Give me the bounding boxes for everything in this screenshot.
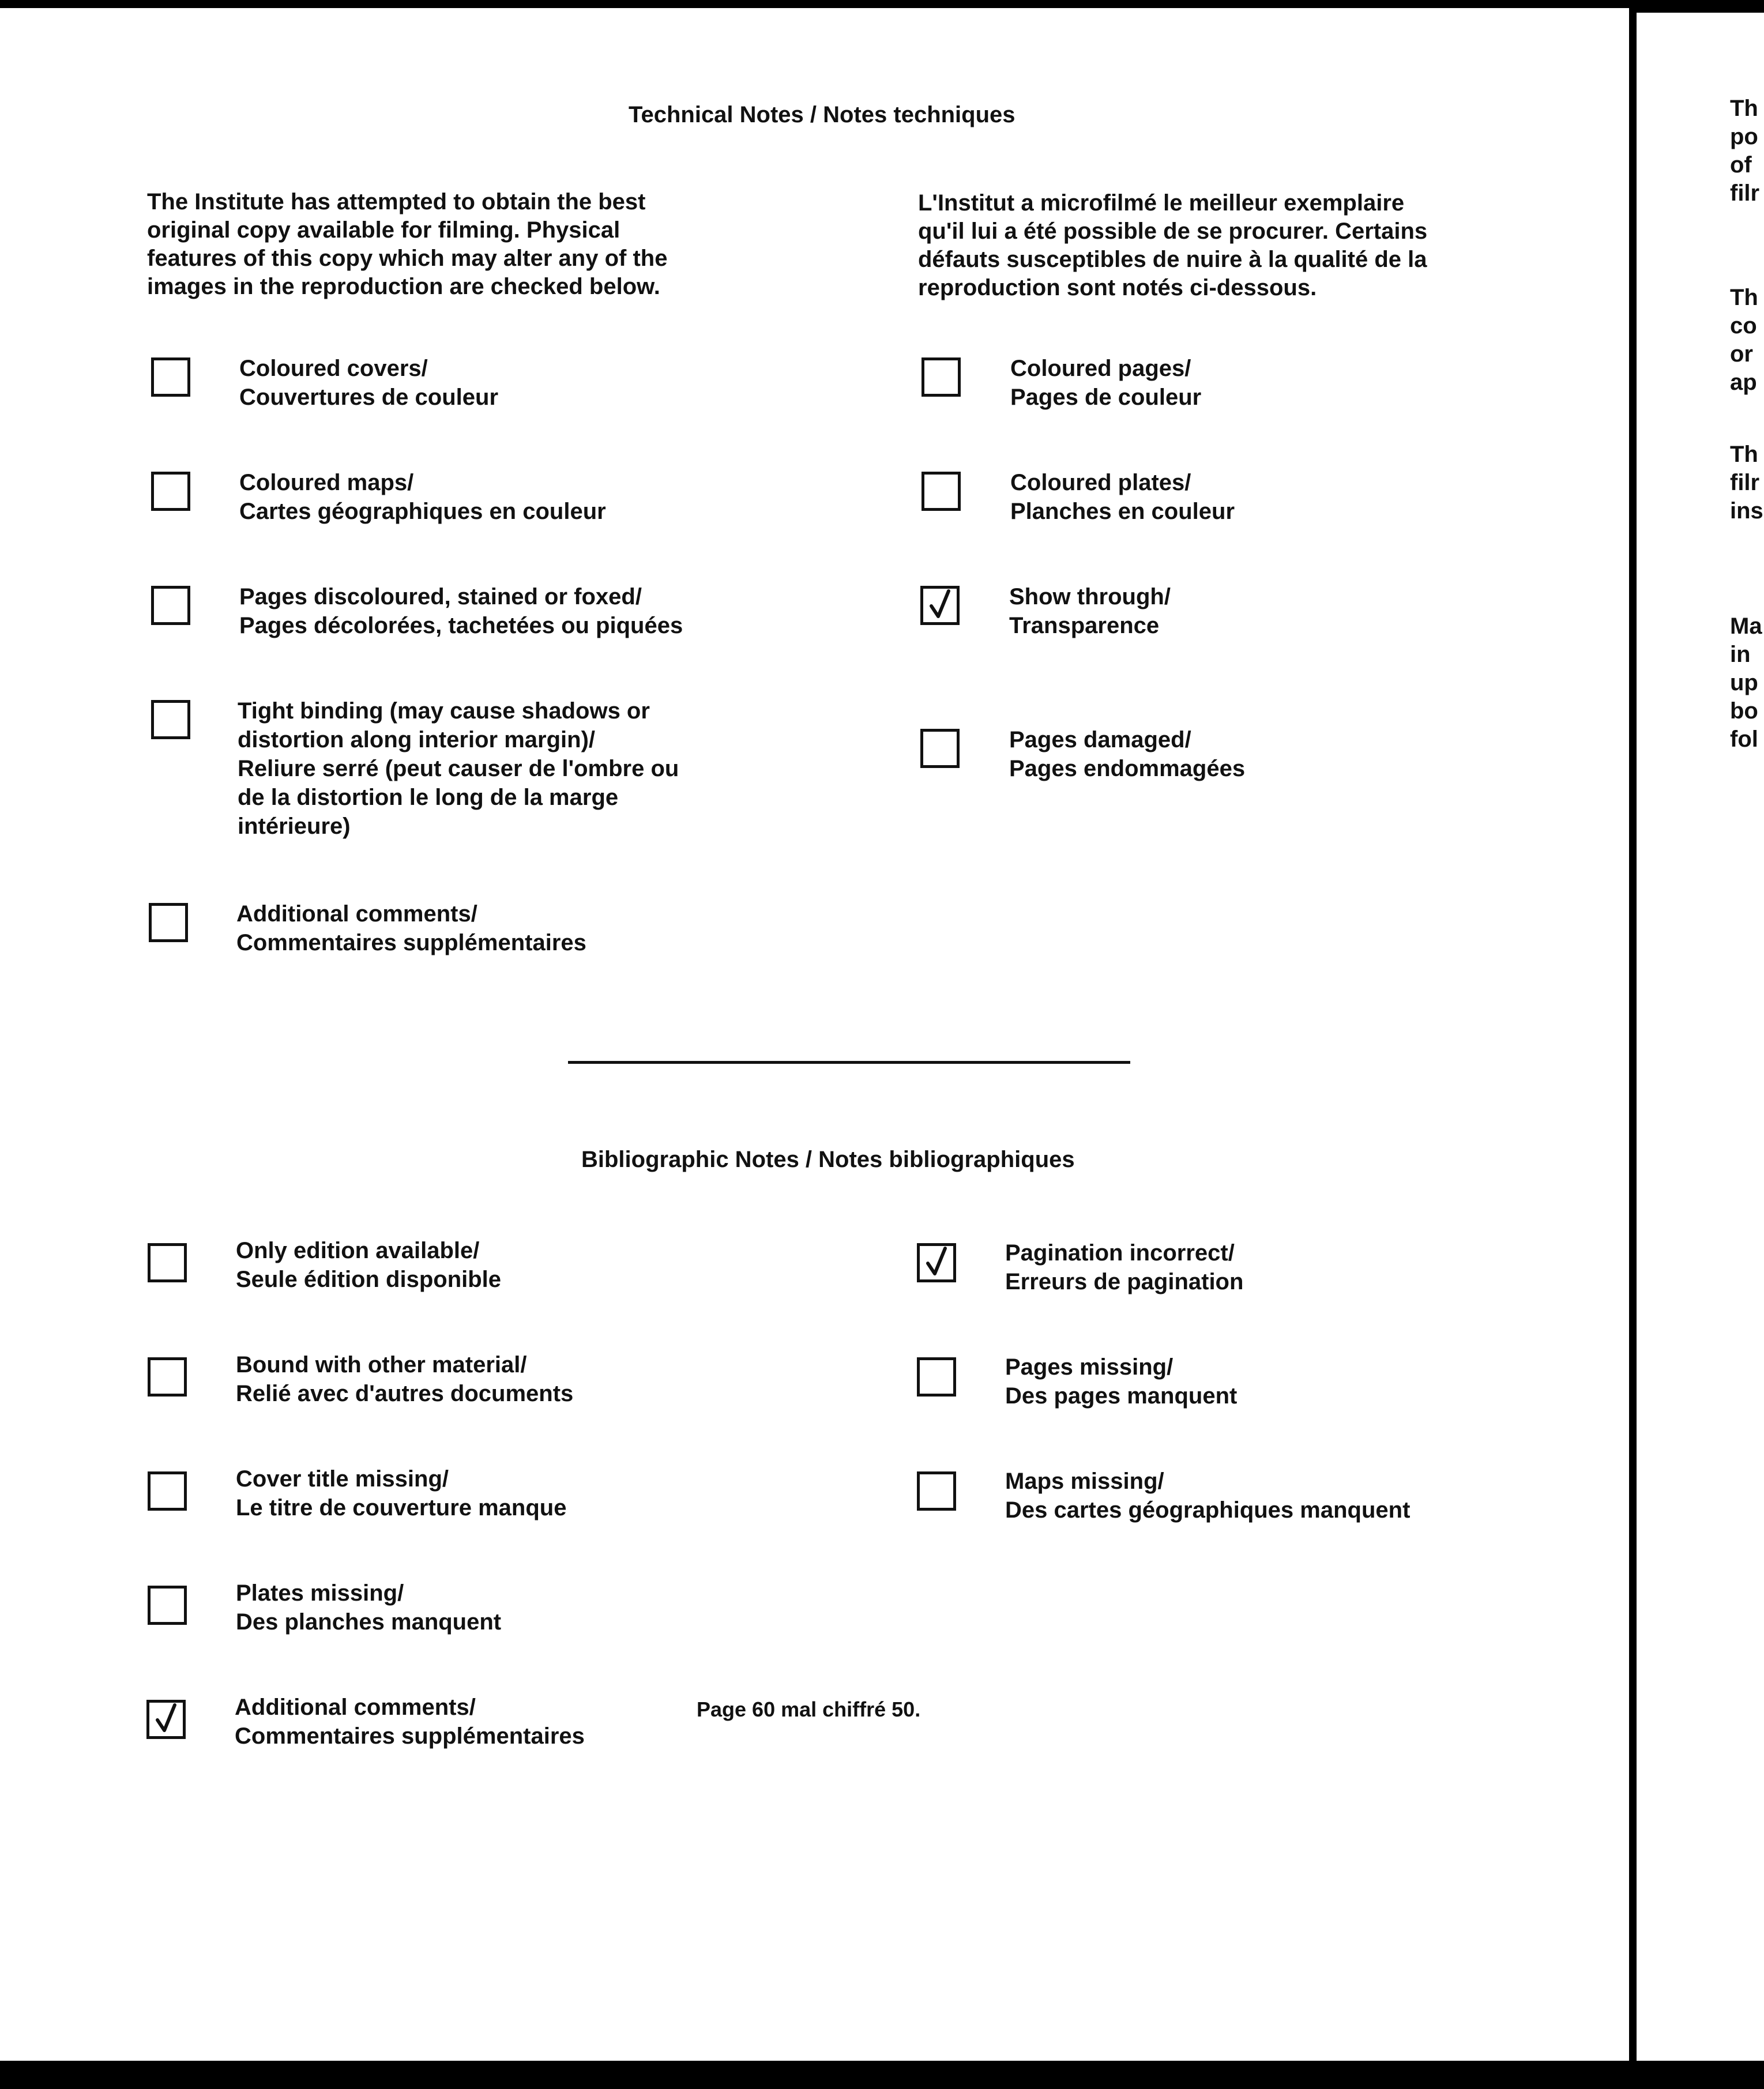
- tight-binding-label: [238, 697, 679, 841]
- label-line: Coloured covers/: [239, 356, 428, 381]
- side-line: filr: [1730, 470, 1760, 495]
- side-line: fol: [1730, 727, 1758, 752]
- additional-comment-text: Page 60 mal chiffré 50.: [697, 1697, 921, 1721]
- tight-binding-checkbox[interactable]: [151, 700, 190, 739]
- side-line: up: [1730, 670, 1758, 695]
- label-line: Des planches manquent: [236, 1609, 502, 1635]
- side-line: in: [1730, 642, 1751, 667]
- label-line: Coloured plates/: [1010, 470, 1191, 495]
- scan-border: [0, 2061, 1764, 2089]
- coloured-maps-label: [239, 468, 606, 526]
- side-line: or: [1730, 341, 1753, 367]
- plates-missing-checkbox[interactable]: [148, 1586, 187, 1625]
- side-line: po: [1730, 124, 1758, 149]
- pages-discoloured-checkbox[interactable]: [151, 586, 190, 625]
- side-paragraph: [1730, 612, 1762, 754]
- side-line: co: [1730, 313, 1757, 338]
- document-page: [0, 8, 1629, 2061]
- cover-title-missing-checkbox[interactable]: [148, 1471, 187, 1511]
- bibliographic-notes-title: Bibliographic Notes / Notes bibliographiques: [581, 1147, 1075, 1172]
- label-line: Seule édition disponible: [236, 1267, 502, 1292]
- show-through-label: [1009, 582, 1171, 640]
- coloured-covers-checkbox[interactable]: [151, 357, 190, 397]
- bound-with-checkbox[interactable]: [148, 1357, 187, 1397]
- intro-line: original copy available for filming. Physical: [147, 217, 620, 243]
- checkmark-icon: [149, 1703, 183, 1736]
- label-line: Coloured pages/: [1010, 356, 1191, 381]
- side-paragraph: [1730, 284, 1758, 397]
- label-line: Transparence: [1009, 613, 1160, 638]
- label-line: Plates missing/: [236, 1580, 404, 1606]
- side-paragraph: [1730, 95, 1759, 208]
- additional-comments-technical-label: [236, 899, 586, 957]
- checkmark-icon: [923, 589, 957, 622]
- label-line: Des cartes géographiques manquent: [1005, 1497, 1411, 1523]
- coloured-plates-label: [1010, 468, 1235, 526]
- section-divider: [568, 1061, 1130, 1064]
- only-edition-label: [236, 1236, 501, 1294]
- additional-comments-technical-checkbox[interactable]: [149, 903, 188, 942]
- intro-line: features of this copy which may alter any of the: [147, 246, 668, 271]
- label-line: Pages décolorées, tachetées ou piquées: [239, 613, 683, 638]
- label-line: Commentaires supplémentaires: [235, 1723, 585, 1749]
- coloured-pages-label: [1010, 354, 1201, 412]
- label-line: Maps missing/: [1005, 1469, 1164, 1494]
- side-line: Ma: [1730, 613, 1762, 639]
- coloured-covers-label: [239, 354, 498, 412]
- label-line: Erreurs de pagination: [1005, 1269, 1244, 1294]
- label-line: Additional comments/: [235, 1695, 476, 1720]
- side-line: bo: [1730, 698, 1758, 724]
- intro-line: L'Institut a microfilmé le meilleur exemplaire: [918, 190, 1405, 216]
- adjacent-page-fragment: [1637, 13, 1764, 2061]
- side-line: Th: [1730, 96, 1758, 121]
- technical-intro-english: [147, 188, 667, 301]
- label-line: Planches en couleur: [1010, 499, 1235, 524]
- label-line: Show through/: [1009, 584, 1171, 609]
- intro-line: reproduction sont notés ci-dessous.: [918, 275, 1317, 300]
- checkmark-icon: [920, 1246, 953, 1279]
- intro-line: The Institute has attempted to obtain the best: [147, 189, 646, 214]
- additional-comments-bibliographic-checkbox[interactable]: [146, 1700, 186, 1739]
- side-line: filr: [1730, 180, 1760, 206]
- pagination-incorrect-checkbox[interactable]: [917, 1243, 956, 1282]
- additional-comments-bibliographic-label: [235, 1693, 585, 1751]
- pages-damaged-checkbox[interactable]: [920, 729, 960, 768]
- label-line: intérieure): [238, 814, 351, 839]
- coloured-plates-checkbox[interactable]: [922, 472, 961, 511]
- only-edition-checkbox[interactable]: [148, 1243, 187, 1282]
- label-line: Reliure serré (peut causer de l'ombre ou: [238, 756, 679, 781]
- label-line: Only edition available/: [236, 1238, 480, 1263]
- side-line: Th: [1730, 285, 1758, 310]
- side-line: ins: [1730, 498, 1763, 524]
- label-line: Couvertures de couleur: [239, 385, 499, 410]
- label-line: Tight binding (may cause shadows or: [238, 698, 650, 724]
- label-line: Bound with other material/: [236, 1352, 527, 1377]
- cover-title-missing-label: [236, 1465, 566, 1522]
- label-line: Commentaires supplémentaires: [236, 930, 586, 955]
- coloured-maps-checkbox[interactable]: [151, 472, 190, 511]
- technical-intro-french: [918, 189, 1427, 302]
- side-line: ap: [1730, 370, 1757, 395]
- label-line: Pages discoloured, stained or foxed/: [239, 584, 642, 609]
- side-line: Th: [1730, 442, 1758, 467]
- label-line: Relié avec d'autres documents: [236, 1381, 574, 1406]
- label-line: Pages de couleur: [1010, 385, 1202, 410]
- label-line: Pagination incorrect/: [1005, 1240, 1235, 1266]
- intro-line: images in the reproduction are checked below.: [147, 274, 660, 299]
- side-line: of: [1730, 152, 1752, 178]
- maps-missing-label: [1005, 1467, 1410, 1525]
- pages-missing-label: [1005, 1353, 1237, 1410]
- show-through-checkbox[interactable]: [920, 586, 960, 625]
- pages-damaged-label: [1009, 725, 1245, 783]
- coloured-pages-checkbox[interactable]: [922, 357, 961, 397]
- label-line: Cartes géographiques en couleur: [239, 499, 606, 524]
- label-line: Additional comments/: [236, 901, 477, 927]
- label-line: Pages endommagées: [1009, 756, 1246, 781]
- technical-notes-title: Technical Notes / Notes techniques: [629, 102, 1015, 127]
- pages-missing-checkbox[interactable]: [917, 1357, 956, 1397]
- label-line: Coloured maps/: [239, 470, 414, 495]
- label-line: Des pages manquent: [1005, 1383, 1238, 1409]
- intro-line: qu'il lui a été possible de se procurer. Certains: [918, 219, 1428, 244]
- pages-discoloured-label: [239, 582, 683, 640]
- pagination-incorrect-label: [1005, 1239, 1243, 1296]
- bound-with-label: [236, 1350, 573, 1408]
- label-line: Le titre de couverture manque: [236, 1495, 567, 1520]
- label-line: de la distortion le long de la marge: [238, 785, 619, 810]
- intro-line: défauts susceptibles de nuire à la qualité de la: [918, 247, 1427, 272]
- label-line: Pages damaged/: [1009, 727, 1191, 752]
- side-paragraph: [1730, 441, 1763, 525]
- plates-missing-label: [236, 1579, 501, 1636]
- maps-missing-checkbox[interactable]: [917, 1471, 956, 1511]
- label-line: Cover title missing/: [236, 1466, 449, 1492]
- label-line: Pages missing/: [1005, 1354, 1174, 1380]
- label-line: distortion along interior margin)/: [238, 727, 595, 752]
